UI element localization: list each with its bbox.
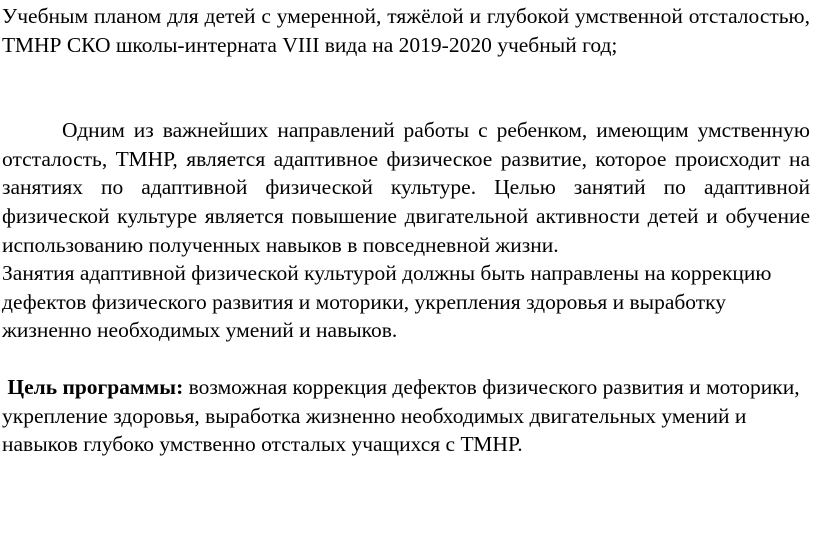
spacer	[2, 59, 810, 116]
paragraph-lessons-direction: Занятия адаптивной физической культурой должны быть направлены на коррекцию дефектов физического развития и моторики, укрепления здоровья и выработку жизненно необходимых умений и навыков.	[2, 261, 772, 343]
paragraph-adaptive-physical-development: Одним из важнейших направлений работы с ребенком, имеющим умственную отсталость, ТМНР, является адаптивное физическое развитие, которое происходит на занятиях по адаптивной физической культуре. Целью занятий по адаптивной физической культуре является повышение двигательной активности детей и обучение использованию полученных навыков в повседневной жизни.	[2, 118, 810, 257]
paragraph-program-goal	[2, 373, 810, 459]
goal-label: Цель программы:	[7, 374, 184, 399]
goal-text: возможная коррекция дефектов физического развития и моторики, укрепление здоровья, выработка жизненно необходимых двигательных умений и навыков глубоко умственно отсталых учащихся с ТМНР.	[2, 374, 800, 457]
spacer	[2, 345, 810, 373]
paragraph-curriculum: Учебным планом для детей с умеренной, тяжёлой и глубокой умственной отсталостью, ТМНР СКО школы-интерната VIII вида на 2019-2020 учебный год;	[2, 4, 810, 57]
